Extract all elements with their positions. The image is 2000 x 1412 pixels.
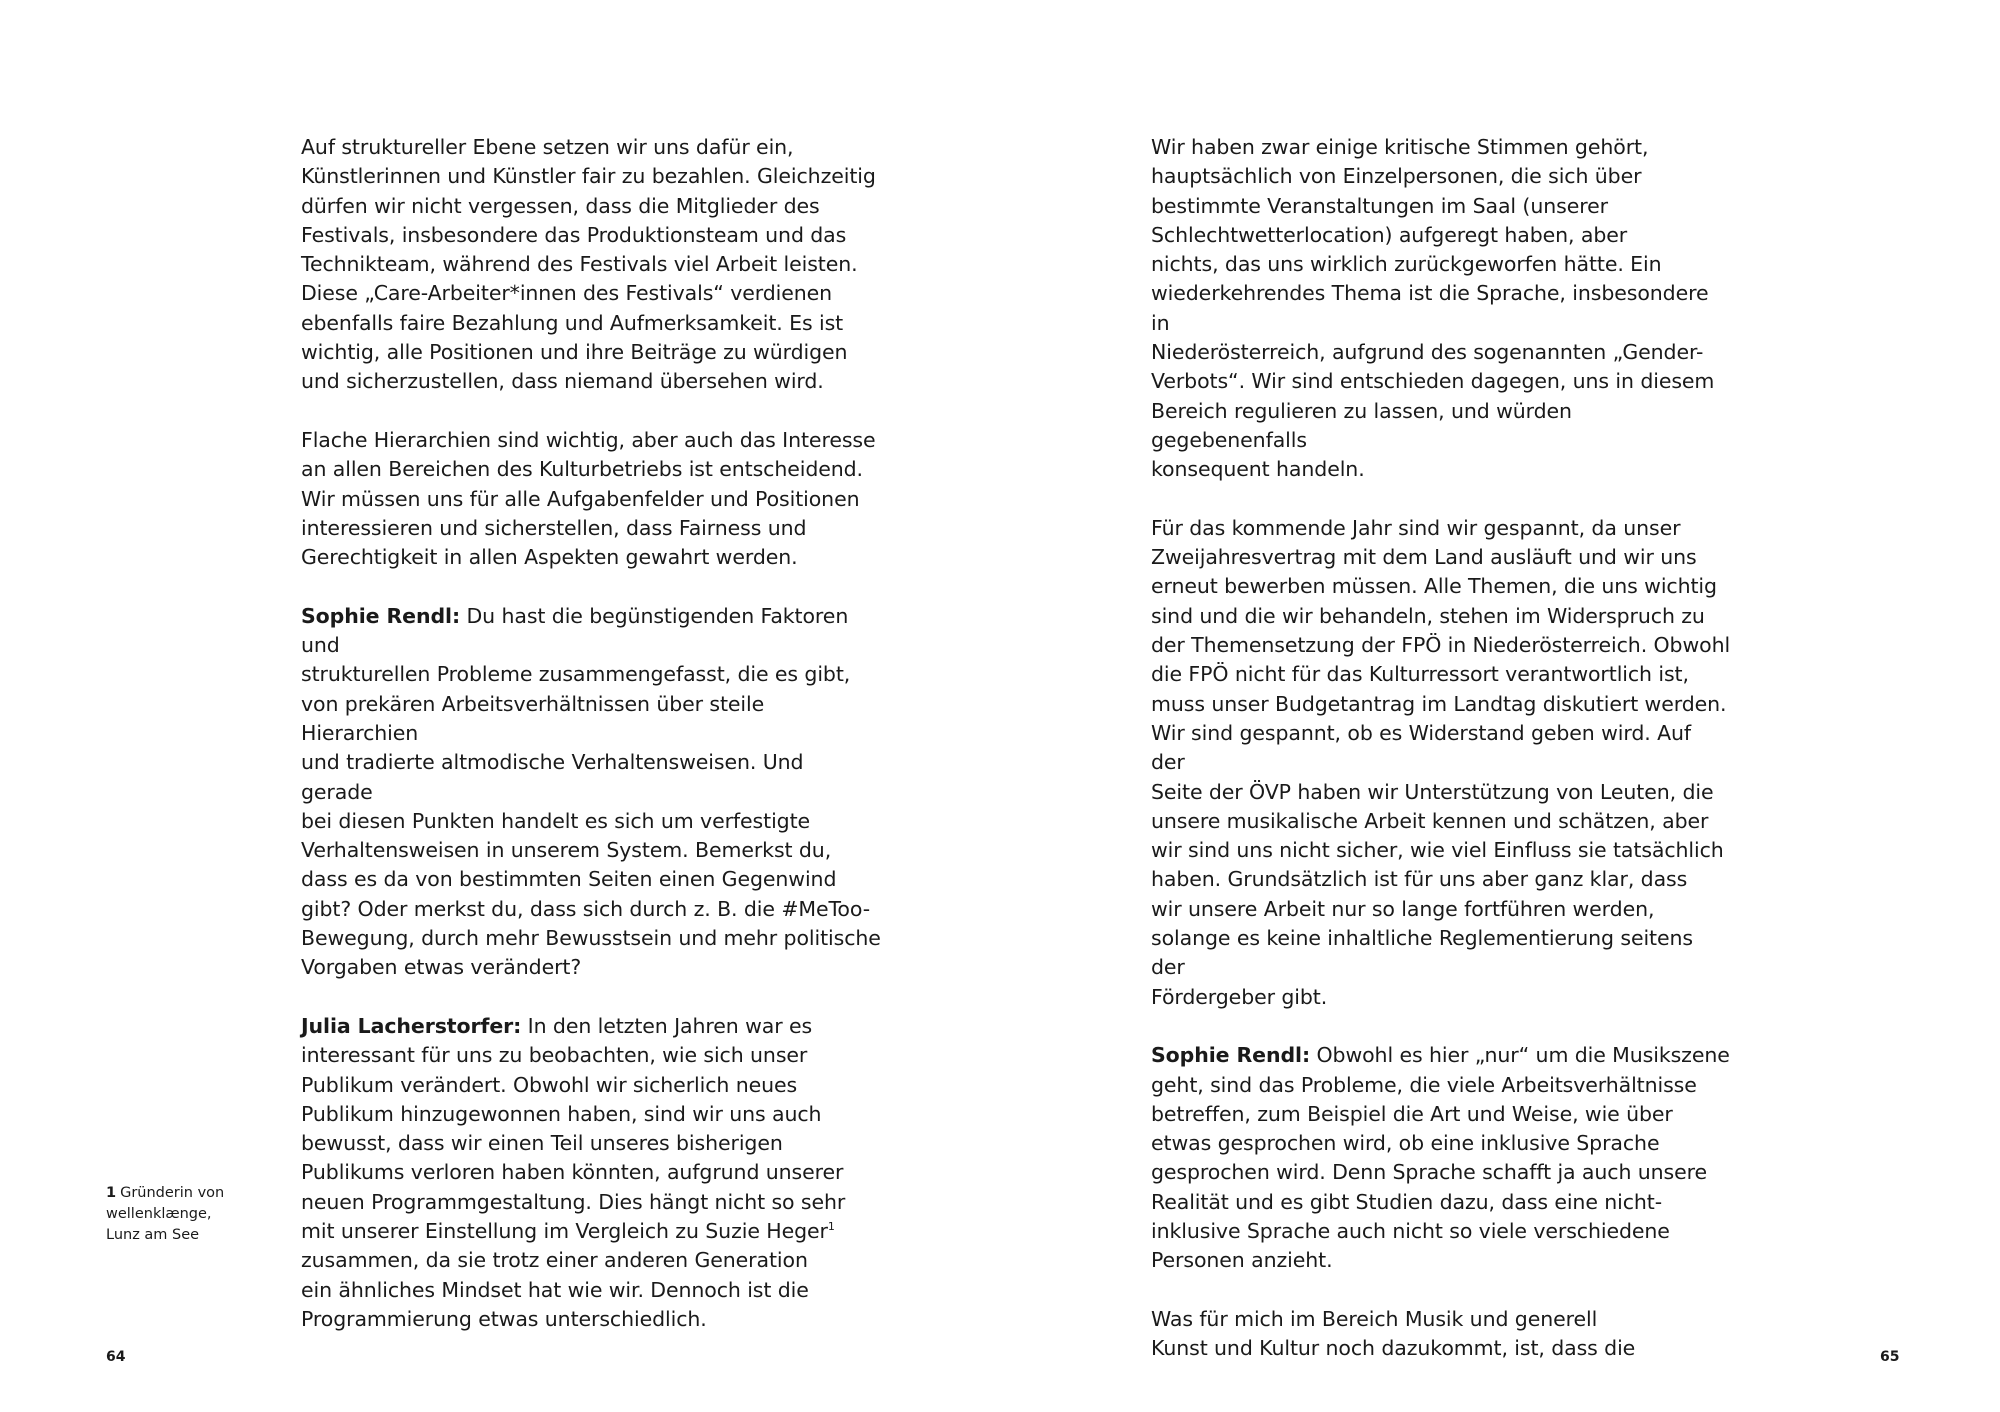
footnote-reference: 1 [827, 1219, 835, 1233]
paragraph-julia-lacherstorfer-answer [301, 1012, 881, 1334]
speaker-text-continued: zusammen, da sie trotz einer anderen Generation ein ähnliches Mindset hat wie wir. Dennoch ist die Programmierung etwas unterschiedlich. [301, 1248, 809, 1331]
page-number-left: 64 [106, 1349, 126, 1365]
paragraph-critical-voices: Wir haben zwar einige kritische Stimmen gehört, hauptsächlich von Einzelpersonen, die sich über bestimmte Veranstaltungen im Saal (unserer Schlechtwetterlocation) aufgeregt haben, aber nichts, das uns wirklich zurückgeworfen hätte. Ein wiederkehrendes Thema ist die Sprache, insbesondere in Niederösterreich, aufgrund des sogenannten „Gender- Verbots“. Wir sind entschieden dagegen, uns in diesem Bereich regulieren zu lassen, und würden gegebenenfalls konsequent handeln. [1151, 135, 1715, 482]
speaker-text: In den letzten Jahren war es interessant für uns zu beobachten, wie sich unser Publikum verändert. Obwohl wir sicherlich neues Publikum hinzugewonnen haben, sind wir uns auch bewusst, dass wir einen Teil unseres bisherigen Publikums verloren haben könnten, aufgrund unserer neuen Programmgestaltung. Dies hängt nicht so sehr mit unserer Einstellung im Vergleich zu Suzie Heger [301, 1013, 846, 1243]
paragraph-fair-pay: Auf struktureller Ebene setzen wir uns dafür ein, Künstlerinnen und Künstler fair zu bezahlen. Gleichzeitig dürfen wir nicht vergessen, dass die Mitglieder des Festivals, insbesondere das Produktionsteam und das Technikteam, während des Festivals viel Arbeit leisten. Diese „Care-Arbeiter*innen des Festivals“ verdienen ebenfalls faire Bezahlung und Aufmerksamkeit. Es ist wichtig, alle Positionen und ihre Beiträge zu würdigen und sicherzustellen, dass niemand übersehen wird. [301, 135, 876, 394]
speaker-text: Du hast die begünstigenden Faktoren und strukturellen Probleme zusammengefasst, die es gibt, von prekären Arbeitsverhältnissen über steile Hierarchien und tradierte altmodische Verhaltensweisen. Und gerade bei diesen Punkten handelt es sich um verfestigte Verhaltensweisen in unserem System. Bemerkst du, dass es da von bestimmten Seiten einen Gegenwind gibt? Oder merkst du, dass sich durch z. B. die #MeToo- Bewegung, durch mehr Bewusstsein und mehr politische Vorgaben etwas verändert? [301, 603, 881, 980]
page-number-right: 65 [1880, 1349, 1900, 1365]
left-page-text-column [301, 133, 881, 1334]
paragraph-sophie-rendl-question [301, 602, 881, 983]
speaker-label: Sophie Rendl: [301, 603, 461, 628]
footnote-number: 1 [106, 1185, 117, 1201]
paragraph-flat-hierarchies: Flache Hierarchien sind wichtig, aber auch das Interesse an allen Bereichen des Kulturbetriebs ist entscheidend. Wir müssen uns für alle Aufgabenfelder und Positionen interessieren und sicherstellen, dass Fairness und Gerechtigkeit in allen Aspekten gewahrt werden. [301, 427, 876, 570]
speaker-label: Julia Lacherstorfer: [301, 1013, 522, 1038]
footnote [106, 1183, 236, 1246]
footnote-text: Gründerin von wellenklænge, Lunz am See [106, 1185, 225, 1243]
right-page-text-column [1151, 133, 1731, 1363]
paragraph-coming-year: Für das kommende Jahr sind wir gespannt, da unser Zweijahresvertrag mit dem Land ausläuft und wir uns erneut bewerben müssen. Alle Themen, die uns wichtig sind und die wir behandeln, stehen im Widerspruch zu der Themensetzung der FPÖ in Niederösterreich. Obwohl die FPÖ nicht für das Kulturressort verantwortlich ist, muss unser Budgetantrag im Landtag diskutiert werden. Wir sind gespannt, ob es Widerstand geben wird. Auf der Seite der ÖVP haben wir Unterstützung von Leuten, die unsere musikalische Arbeit kennen und schätzen, aber wir sind uns nicht sicher, wie viel Einfluss sie tatsächlich haben. Grundsätzlich ist für uns aber ganz klar, dass wir unsere Arbeit nur so lange fortführen werden, solange es keine inhaltliche Reglementierung seitens der Fördergeber gibt. [1151, 515, 1731, 1009]
paragraph-closing: Was für mich im Bereich Musik und generell Kunst und Kultur noch dazukommt, ist, dass die [1151, 1306, 1636, 1361]
speaker-text: Obwohl es hier „nur“ um die Musikszene geht, sind das Probleme, die viele Arbeitsverhältnisse betreffen, zum Beispiel die Art und Weise, wie über etwas gesprochen wird, ob eine inklusive Sprache gesprochen wird. Denn Sprache schafft ja auch unsere Realität und es gibt Studien dazu, dass eine nicht- inklusive Sprache auch nicht so viele verschiedene Personen anzieht. [1151, 1043, 1730, 1273]
paragraph-sophie-rendl-language [1151, 1041, 1731, 1275]
speaker-label: Sophie Rendl: [1151, 1043, 1311, 1068]
